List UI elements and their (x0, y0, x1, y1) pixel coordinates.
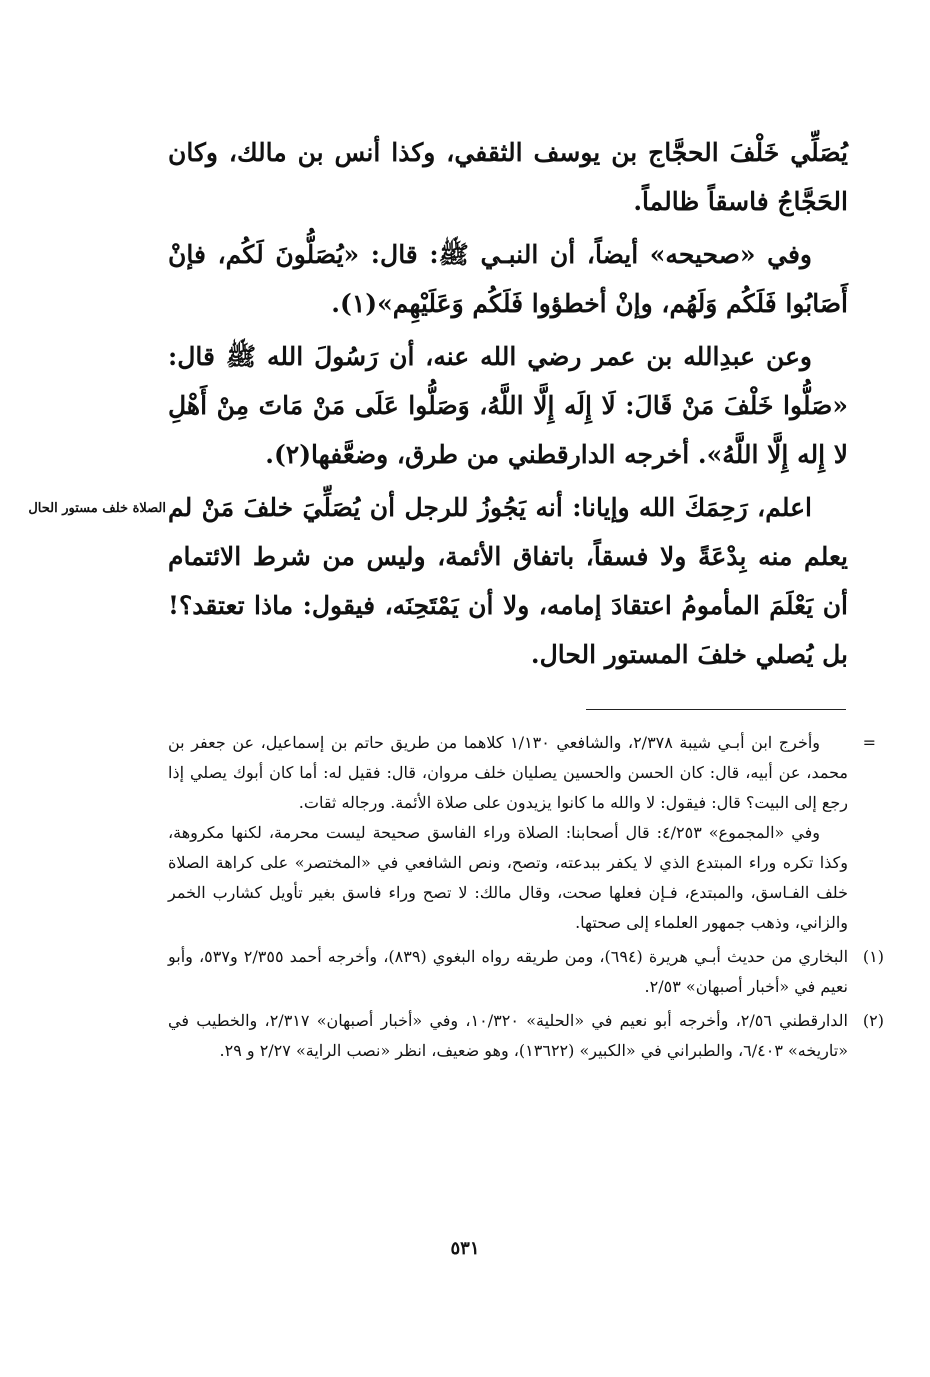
footnote-2 (168, 1006, 884, 1066)
footnote-number: (١) (862, 947, 884, 966)
footnote-text: البخاري من حديث أبـي هريرة (٦٩٤)، ومن طريقه رواه البغوي (٨٣٩)، وأخرجه أحمد ٢/٣٥٥ و٥٣٧، وأبو نعيم في «أخبار أصبهان» ٢/٥٣. (168, 947, 849, 996)
footnote-1 (168, 942, 884, 1002)
paragraph-3: وعن عبدِالله بن عمر رضي الله عنه، أن رَسُولَ الله ﷺ قال: «صَلُّوا خَلْفَ مَنْ قَالَ: لَا إِلَه إِلَّا اللَّهُ، وَصَلُّوا عَلَى مَنْ مَاتَ مِنْ أَهْلِ لا إِله إِلَّا اللَّهُ». أخرجه الدارقطني من طرق، وضعَّفها(٢). (168, 342, 848, 469)
continuation-mark: = (862, 733, 876, 752)
margin-note: الصلاة خلف مستور الحال (28, 501, 166, 516)
footnotes (168, 728, 884, 1070)
paragraph-4: اعلم، رَحِمَكَ الله وإيانا: أنه يَجُوزُ للرجل أن يُصَلِّيَ خلفَ مَنْ لم يعلم منه بِدْعَةً ولا فسقاً، باتفاق الأئمة، وليس من شرط الائتمام أن يَعْلَمَ المأمومُ اعتقادَ إمامه، ولا أن يَمْتَحِنَه، فيقول: ماذا تعتقد؟! بل يُصلي خلفَ المستور الحال. (168, 493, 848, 669)
paragraph-2: وفي «صحيحه» أيضاً، أن النبـي ﷺ: قال: «يُصَلُّونَ لَكُم، فإنْ أَصَابُوا فَلَكُم وَلَهُم، وإنْ أخطؤوا فَلَكُم وَعَلَيْهِم»(١). (168, 240, 848, 318)
paragraph-1: يُصَلِّي خَلْفَ الحجَّاج بن يوسف الثقفي، وكذا أنس بن مالك، وكان الحَجَّاجُ فاسقاً ظالماً. (168, 138, 848, 216)
main-text (168, 128, 848, 683)
footnote-text: الدارقطني ٢/٥٦، وأخرجه أبو نعيم في «الحلية» ١٠/٣٢٠، وفي «أخبار أصبهان» ٢/٣١٧، والخطيب في «تاريخه» ٦/٤٠٣، والطبراني في «الكبير» (١٣٦٢٢)، وهو ضعيف، انظر «نصب الراية» ٢/٢٧ و ٢٩. (168, 1011, 848, 1060)
footnote-number: (٢) (862, 1011, 884, 1030)
footnote-continuation (168, 728, 876, 938)
page-number: ٥٣١ (450, 1238, 480, 1259)
footnote-continuation-paragraph-1: وأخرج ابن أبـي شيبة ٢/٣٧٨، والشافعي ١/١٣٠ كلاهما من طريق حاتم بن إسماعيل، عن جعفر بن محمد، عن أبيه، قال: كان الحسن والحسين يصليان خلف مروان، قال: فقيل له: أما كان أبوك يصلي إذا رجع إلى البيت؟ قال: فيقول: لا والله ما كانوا يزيدون على صلاة الأئمة. ورجاله ثقات. (168, 733, 849, 812)
footnote-continuation-paragraph-2: وفي «المجموع» ٤/٢٥٣: قال أصحابنا: الصلاة وراء الفاسق صحيحة ليست محرمة، لكنها مكروهة، وكذا تكره وراء المبتدع الذي لا يكفر ببدعته، وتصح، ونص الشافعي في «المختصر» على كراهة الصلاة خلف الفـاسق، والمبتدع، فـإن فعلها صحت، وقال مالك: لا تصح وراء فاسق بغير تأويل كشارب الخمر والزاني، وذهب جمهور العلماء إلى صحتها. (168, 823, 848, 932)
footnote-divider (586, 709, 846, 710)
